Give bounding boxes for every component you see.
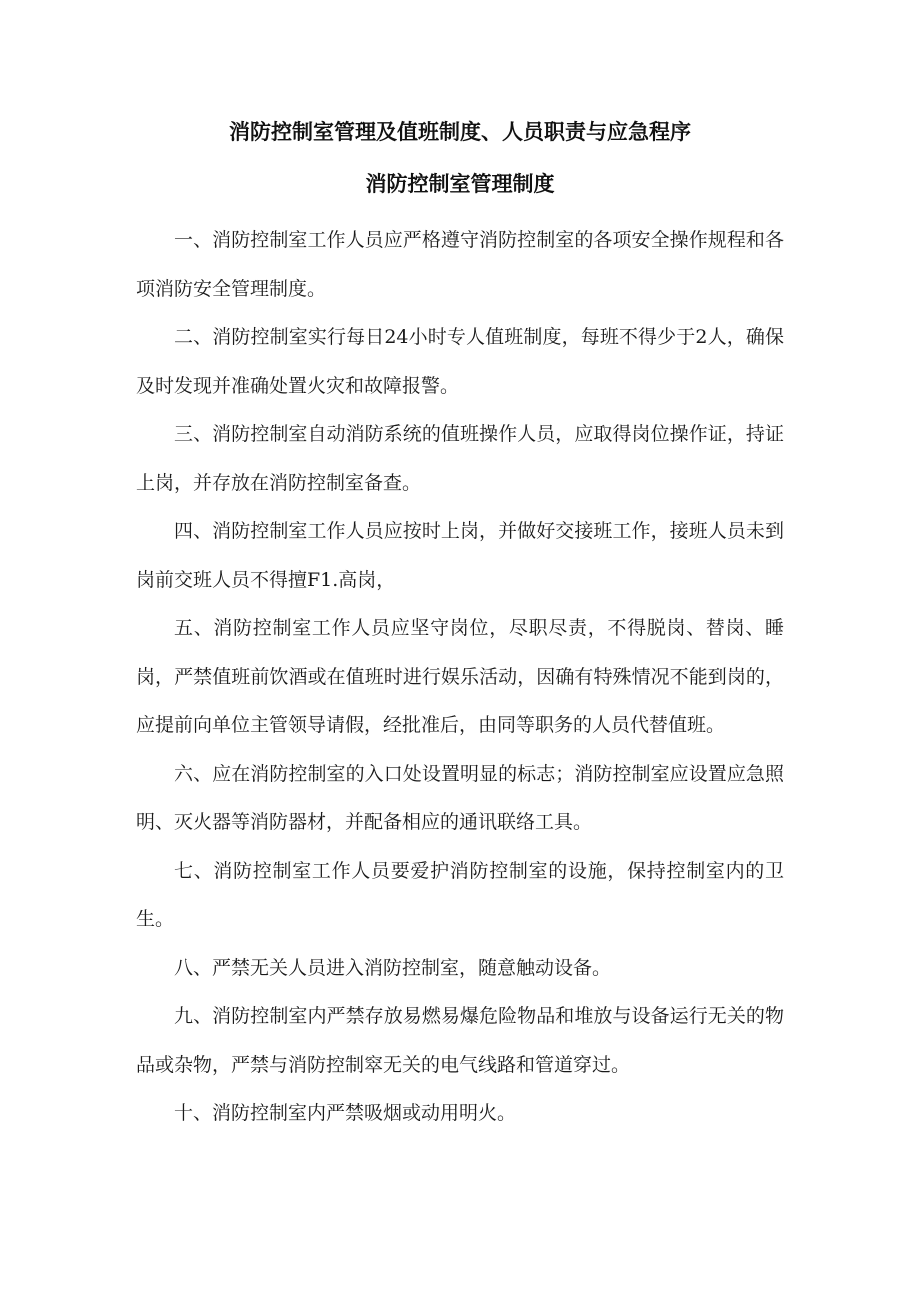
paragraph-4: 四、消防控制室工作人员应按时上岗，并做好交接班工作，接班人员未到岗前交班人员不得擅F1.高岗， (136, 520, 784, 591)
paragraph-2: 二、消防控制室实行每日24小时专人值班制度，每班不得少于2人，确保及时发现并准确处置火灾和故障报警。 (136, 326, 784, 397)
paragraph-7: 七、消防控制室工作人员要爱护消防控制室的设施，保持控制室内的卫生。 (136, 859, 784, 930)
paragraph-3: 三、消防控制室自动消防系统的值班操作人员，应取得岗位操作证，持证上岗，并存放在消防控制室备查。 (136, 423, 784, 494)
document-body (136, 216, 784, 1138)
paragraph-8: 八、严禁无关人员进入消防控制室，随意触动设备。 (174, 956, 612, 979)
document-subtitle: 消防控制室管理制度 (365, 172, 555, 196)
paragraph-9: 九、消防控制室内严禁存放易燃易爆危险物品和堆放与设备运行无关的物品或杂物，严禁与消防控制窣无关的电气线路和管道穿过。 (136, 1005, 784, 1076)
paragraph-5: 五、消防控制室工作人员应坚守岗位，尽职尽责，不得脱岗、替岗、睡岗，严禁值班前饮酒或在值班时进行娱乐活动，因确有特殊情况不能到岗的，应提前向单位主管领导请假，经批准后，由同等职务的人员代替值班。 (136, 617, 784, 736)
paragraph-6: 六、应在消防控制室的入口处设置明显的标志；消防控制室应设置应急照明、灭火器等消防器材，并配备相应的通讯联络工具。 (136, 762, 784, 833)
paragraph-1: 一、消防控制室工作人员应严格遵守消防控制室的各项安全操作规程和各项消防安全管理制度。 (136, 229, 784, 300)
paragraph-10: 十、消防控制室内严禁吸烟或动用明火。 (174, 1102, 517, 1124)
document-title: 消防控制室管理及值班制度、人员职责与应急程序 (229, 120, 691, 144)
